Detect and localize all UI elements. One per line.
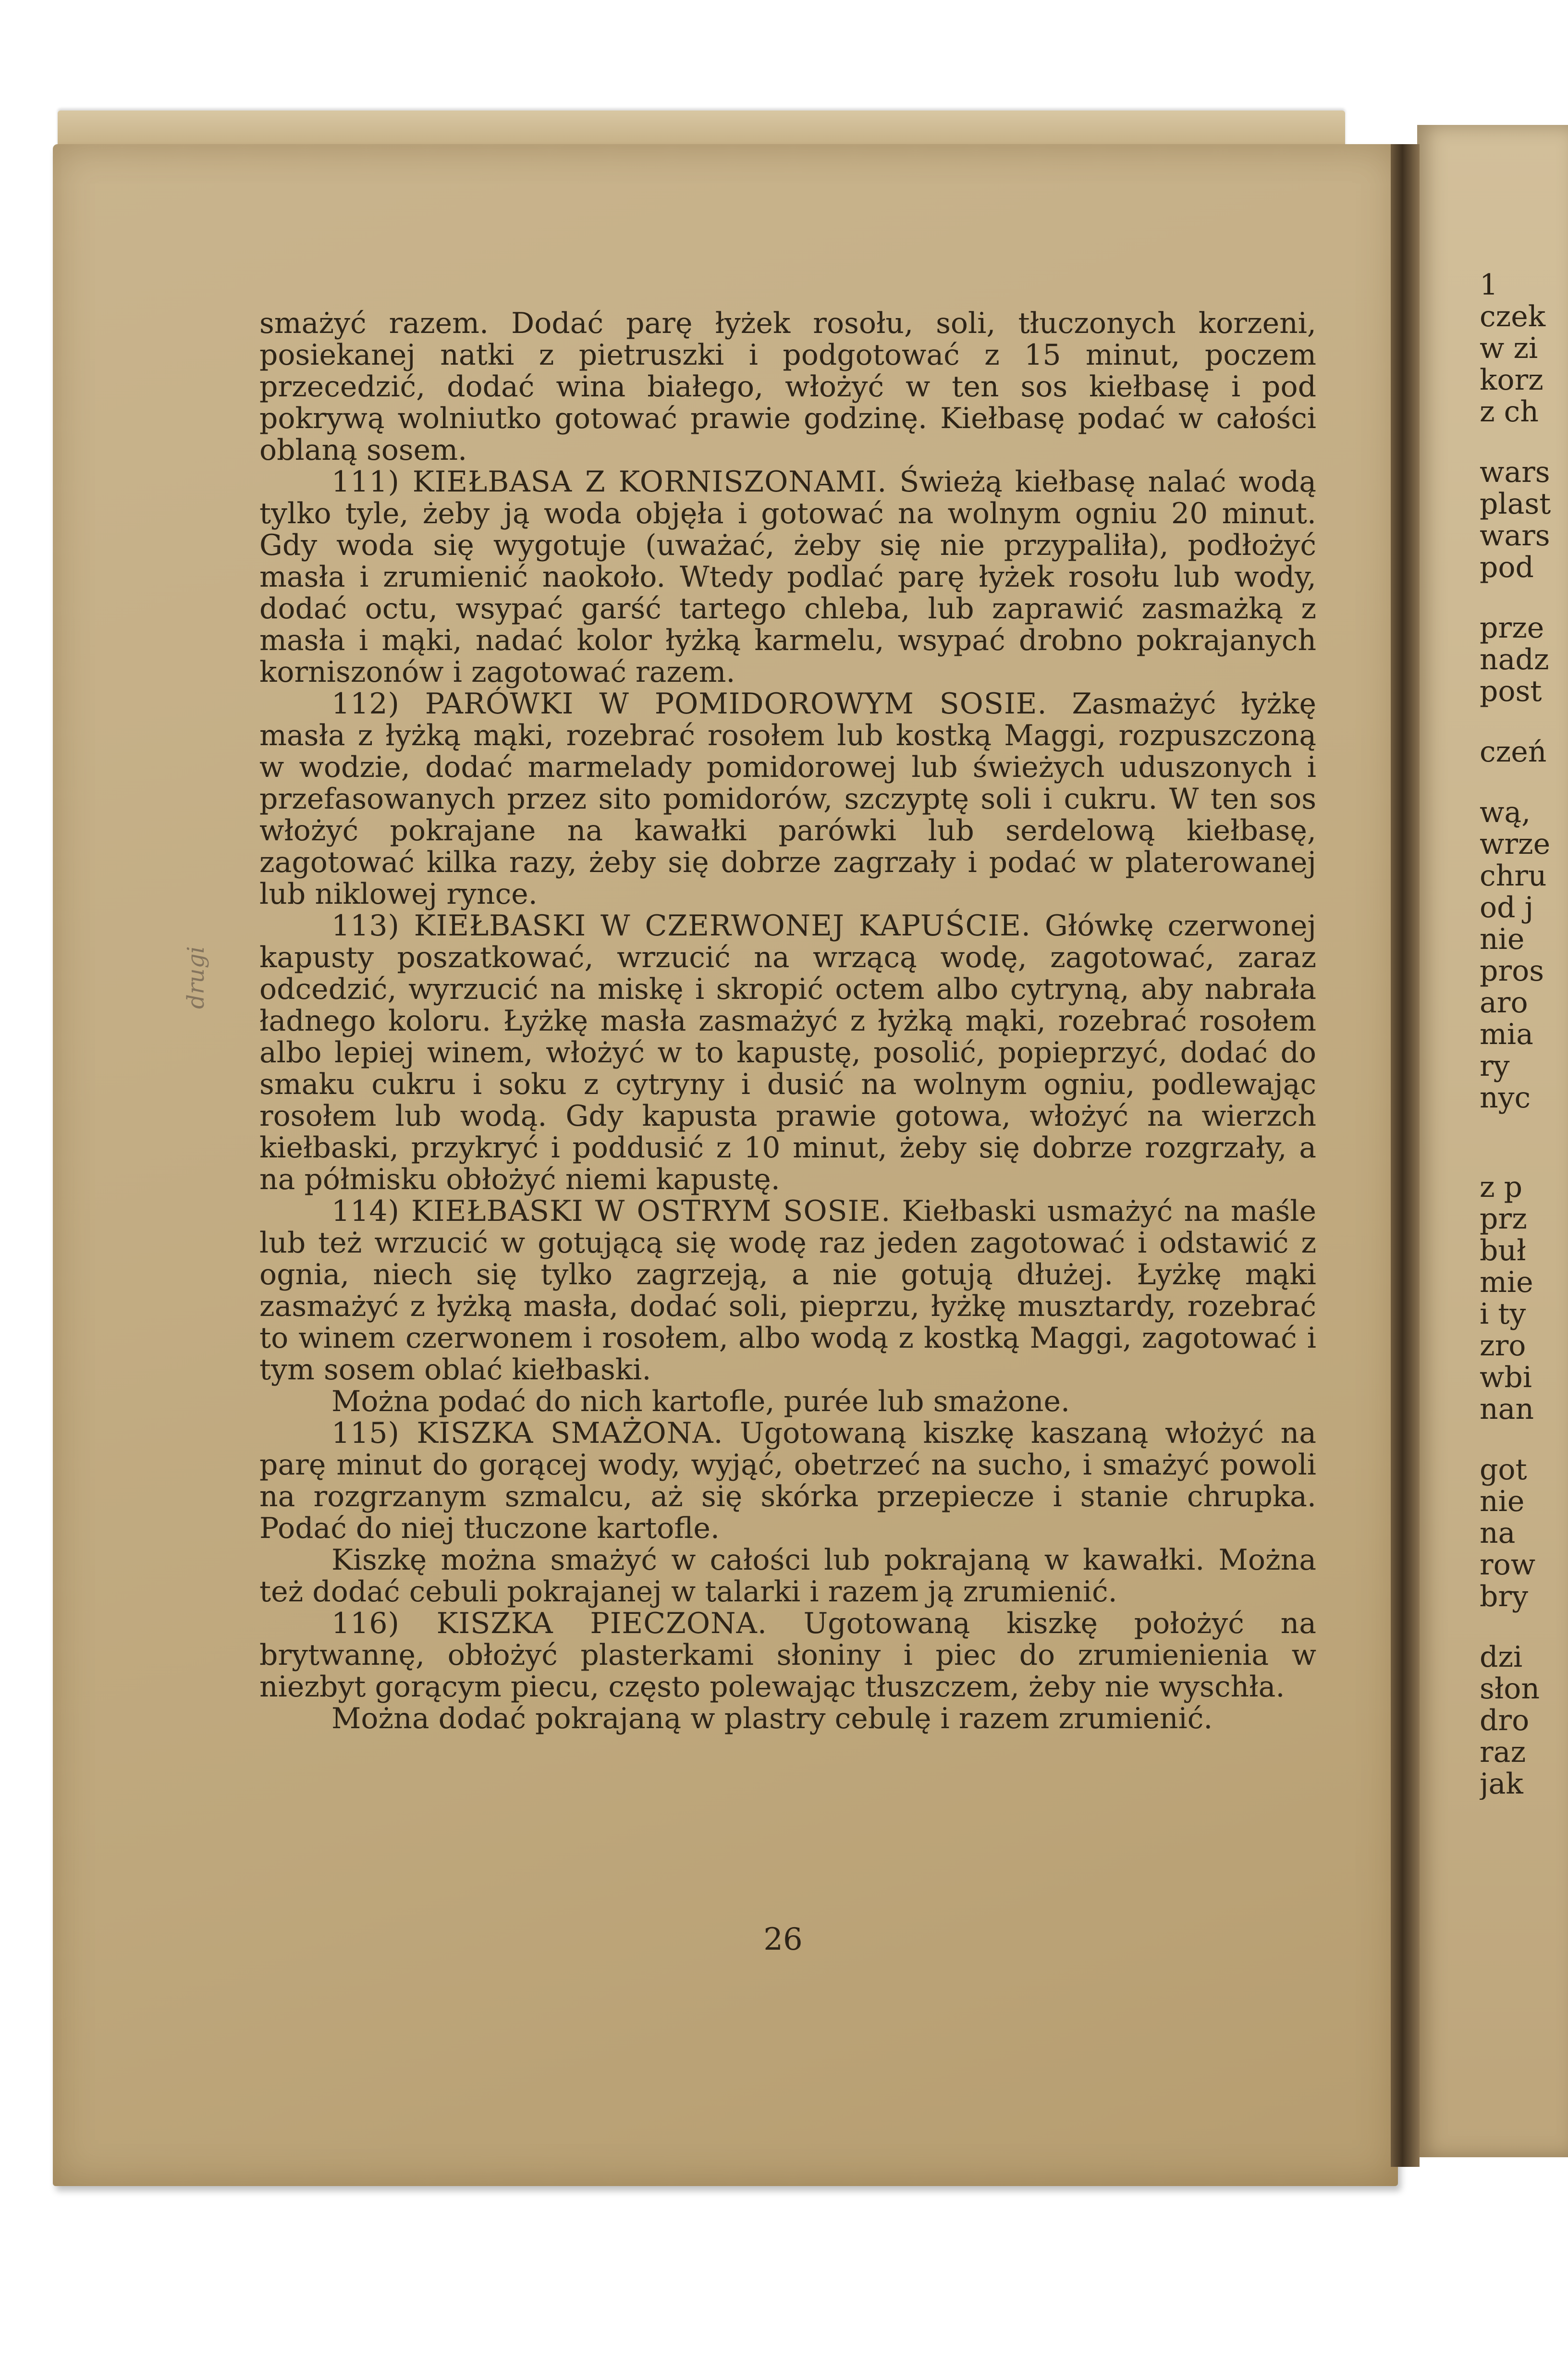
right-page-fragment-line: bry [1480, 1580, 1528, 1613]
right-page-text-fragments [1480, 269, 1568, 1800]
right-page-fragment-line [1480, 583, 1568, 612]
right-page-fragment-line [1480, 1143, 1568, 1171]
recipe-116-note: Można dodać pokrajaną w plastry cebulę i razem zrumienić. [331, 1702, 1213, 1735]
right-page-fragment-line [1480, 1425, 1568, 1454]
right-page-fragment-line: prze [1480, 611, 1544, 645]
recipe-text: Świeżą kiełbasę nalać wodą tylko tyle, żeby ją woda objęła i gotować na wolnym ogniu 20 minut. Gdy woda się wygotuje (uważać, żeby się nie przypaliła), podłożyć masła i zrumienić naokoło. Wtedy podlać parę łyżek rosołu lub wody, dodać octu, wsypać garść tartego chleba, lub zaprawić zasmażką z masła i mąki, nadać kolor łyżką karmelu, wsypać drobno pokrajanych korniszonów i zagotować razem. [259, 465, 1316, 689]
right-page-fragment-line: dro [1480, 1704, 1530, 1737]
right-page-fragment-line: z p [1480, 1170, 1523, 1204]
right-page-fragment-line: wą, [1480, 796, 1531, 829]
right-page-fragment-line: jak [1480, 1767, 1523, 1800]
recipe-text: Ugotowaną kiszkę położyć na brytwannę, obłożyć plasterkami słoniny i piec do zrumienienia w niezbyt gorącym piecu, często polewając tłuszczem, żeby nie wyschła. [259, 1607, 1316, 1704]
recipe-text: Kiełbaski usmażyć na maśle lub też wrzucić w gotującą się wodę raz jeden zagotować i odstawić z ognia, niech się tylko zagrzeją, a nie gotują dłużej. Łyżkę mąki zasmażyć z łyżką masła, dodać soli, pieprzu, łyżkę musztardy, rozebrać to winem czerwonem i rosołem, albo wodą z kostką Maggi, zagotować i tym sosem oblać kiełbaski. [259, 1194, 1316, 1387]
right-page-fragment-line: post [1480, 675, 1542, 708]
recipe-heading: 115) KISZKA SMAŻONA. [331, 1416, 723, 1450]
right-page-fragment-line: mia [1480, 1018, 1533, 1051]
right-page-fragment-line: czeń [1480, 735, 1547, 769]
right-page-fragment-line: nie [1480, 922, 1525, 956]
recipe-115-note: Kiszkę można smażyć w całości lub pokrajaną w kawałki. Można też dodać cebuli pokrajanej w talarki i razem ją zrumienić. [259, 1543, 1316, 1609]
right-page-fragment-line: słon [1480, 1672, 1540, 1706]
recipe-heading: 111) KIEŁBASA Z KORNISZONAMI. [331, 465, 887, 499]
right-page-fragment-line: korz [1480, 363, 1544, 397]
right-page-fragment-line: aro [1480, 986, 1528, 1020]
recipe-text: Główkę czerwonej kapusty poszatkować, wrzucić na wrzącą wodę, zagotować, zaraz odcedzić, wyrzucić na miskę i skropić octem albo cytryną, aby nabrała ładnego koloru. Łyżkę masła zasmażyć z łyżką mąki, rozebrać rosołem albo lepiej winem, włożyć w to kapustę, posolić, popieprzyć, dodać do smaku cukru i soku z cytryny i dusić na wolnym ogniu, podlewając rosołem lub wodą. Gdy kapusta prawie gotowa, włożyć na wierzch kiełbaski, przykryć i poddusić z 10 minut, żeby się dobrze rozgrzały, a na półmisku obłożyć niemi kapustę. [259, 909, 1316, 1196]
right-page-fragment-line: buł [1480, 1234, 1526, 1267]
recipe-114 [259, 1195, 1316, 1386]
right-page-fragment-line: czek [1480, 300, 1546, 333]
right-page-fragment-line: z ch [1480, 395, 1539, 429]
right-page-fragment-line: plast [1480, 487, 1551, 521]
recipe-text: Zasmażyć łyżkę masła z łyżką mąki, rozebrać rosołem lub kostką Maggi, rozpuszczoną w wodzie, dodać marmelady pomidorowej lub świeżych uduszonych i przefasowanych przez sito pomidorów, szczyptę soli i cukru. W ten sos włożyć pokrajane na kawałki parówki lub serdelową kiełbasę, zagotować kilka razy, żeby się dobrze zagrzały i podać w platerowanej lub niklowej rynce. [259, 687, 1317, 911]
right-page-fragment-line: pros [1480, 954, 1544, 988]
right-page-fragment-line [1480, 428, 1568, 456]
book-spine [1391, 144, 1420, 2167]
right-page-fragment-line: zro [1480, 1329, 1526, 1363]
right-page-fragment-line: wars [1480, 455, 1550, 489]
right-page-fragment-line: nan [1480, 1392, 1534, 1426]
handwritten-margin-note: drugi [183, 946, 209, 1009]
right-page-fragment-line: ry [1480, 1049, 1510, 1083]
recipe-heading: 113) KIEŁBASKI W CZERWONEJ KAPUŚCIE. [331, 909, 1031, 943]
right-page-fragment-line: row [1480, 1548, 1536, 1582]
right-page-fragment-line [1480, 768, 1568, 797]
right-page-fragment-line [1480, 707, 1568, 736]
page-number: 26 [763, 1922, 803, 1957]
recipe-heading: 114) KIEŁBASKI W OSTRYM SOSIE. [331, 1194, 891, 1228]
right-page-fragment-line: na [1480, 1516, 1516, 1550]
right-page-fragment-line: nie [1480, 1485, 1525, 1518]
paragraph-text: smażyć razem. Dodać parę łyżek rosołu, soli, tłuczonych korzeni, posiekanej natki z pietruszki i podgotować z 15 minut, poczem przecedzić, dodać wina białego, włożyć w ten sos kiełbasę i pod pokrywą wolniutko gotować prawie godzinę. Kiełbasę podać w całości oblaną sosem. [259, 307, 1316, 467]
recipe-113 [259, 910, 1316, 1195]
recipe-116 [259, 1608, 1316, 1703]
right-page-fragment-line: got [1480, 1453, 1527, 1487]
page-text [259, 307, 1316, 1734]
right-page-fragment-line: od j [1480, 891, 1534, 924]
recipe-text: Ugotowaną kiszkę kaszaną włożyć na parę minut do gorącej wody, wyjąć, obetrzeć na sucho, i smażyć powoli na rozgrzanym szmalcu, aż się skórka przepiecze i stanie chrupka. Podać do niej tłuczone kartofle. [259, 1416, 1317, 1545]
right-page-fragment-line: 1 [1480, 269, 1498, 302]
recipe-114-note: Można podać do nich kartofle, purée lub smażone. [331, 1385, 1070, 1418]
right-page-fragment-line: wbi [1480, 1361, 1532, 1394]
right-page-fragment-line: pod [1480, 551, 1534, 584]
right-page-fragment-line: wrze [1480, 827, 1551, 861]
right-page-fragment-line: nyc [1480, 1081, 1531, 1115]
right-page-fragment-line: dzi [1480, 1640, 1523, 1674]
right-page-fragment-line: prz [1480, 1202, 1527, 1236]
right-page-fragment-line: i ty [1480, 1297, 1526, 1331]
right-page-fragment-line: wars [1480, 519, 1550, 553]
right-page-fragment-line: chru [1480, 859, 1547, 893]
right-page-fragment-line: w zi [1480, 332, 1538, 365]
recipe-111 [259, 466, 1316, 688]
right-page-fragment-line [1480, 1612, 1568, 1641]
right-page-fragment-line: raz [1480, 1735, 1526, 1769]
right-page-fragment-line: mie [1480, 1266, 1533, 1299]
recipe-112 [259, 688, 1316, 910]
recipe-heading: 116) KISZKA PIECZONA. [331, 1607, 767, 1640]
recipe-heading: 112) PARÓWKI W POMIDOROWYM SOSIE. [331, 687, 1047, 721]
recipe-115 [259, 1417, 1316, 1544]
right-page-fragment-line: nadz [1480, 643, 1549, 676]
paragraph-continued [259, 307, 1316, 466]
right-page-fragment-line [1480, 1114, 1568, 1143]
